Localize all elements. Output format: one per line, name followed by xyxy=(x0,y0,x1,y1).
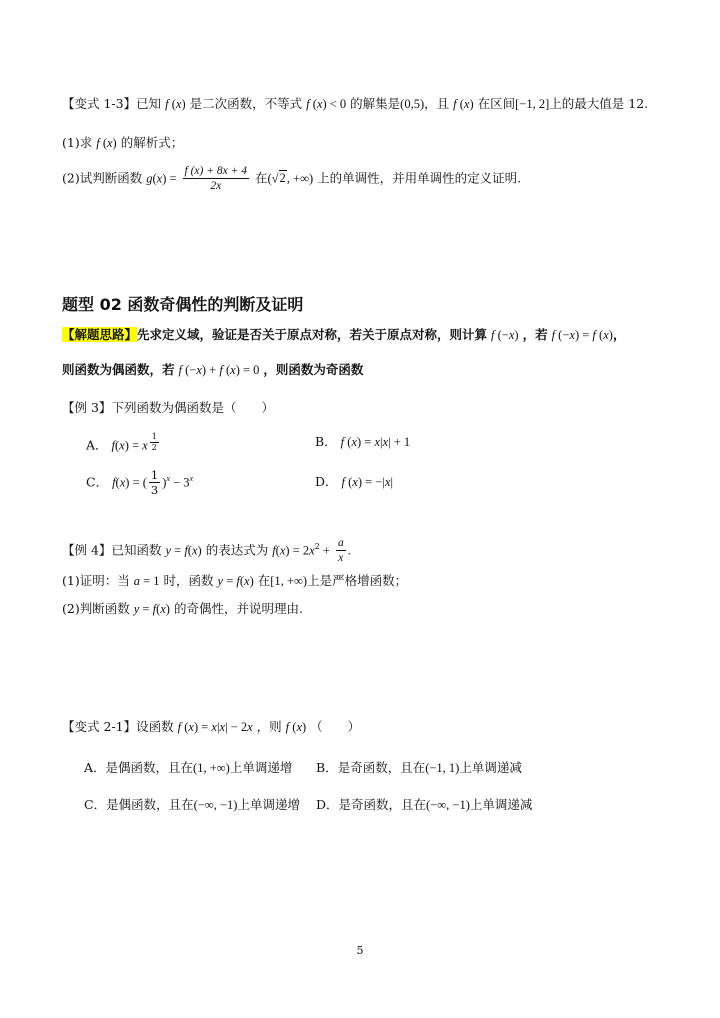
problem-tag: 【变式 1-3】 xyxy=(62,96,137,111)
variant-1-3-q1: (1)求 f (x) 的解析式； xyxy=(62,135,184,150)
variant-2-1-option-a[interactable]: A．是偶函数，且在(1, +∞)上单调递增 xyxy=(84,760,293,775)
example-4-stem: 【例 4】已知函数 y = f(x) 的表达式为 $f(x) = 2x^2$ + $\frac{a}{x}$ . xyxy=(62,537,351,565)
example-4-q2: (2)判断函数 y = f(x) 的奇偶性，并说明理由. xyxy=(62,601,303,616)
section-title: 题型 02 函数奇偶性的判断及证明 xyxy=(62,295,304,314)
example-3-option-b[interactable]: B． f (x) = x|x| + 1 xyxy=(315,434,411,449)
variant-1-3-q2: (2)试判断函数 g(x) = $\frac{f (x) + 8x + 4}{2x}$ 在(√2, +∞) 上的单调性，并用单调性的定义证明. xyxy=(62,165,522,193)
solution-tip-line-2: 则函数为偶函数，若 f (−x) + f (x) = 0 ，则函数为奇函数 xyxy=(62,362,364,377)
example-3-option-c[interactable]: C． f(x) = ( $\frac{1}{3}$ )$^x - 3^x$ xyxy=(86,468,194,498)
variant-2-1-stem: 【变式 2-1】设函数 f (x) = x|x| − 2x ，则 f (x) （ ） xyxy=(62,719,361,734)
variant-1-3-stem: 【变式 1-3】已知 f (x) 是二次函数，不等式 f (x) < 0 的解集是(0,5)，且 f (x) 在区间[−1, 2]上的最大值是 12. xyxy=(62,96,649,111)
variant-2-1-option-c[interactable]: C．是偶函数，且在(−∞, −1)上单调递增 xyxy=(84,797,300,812)
example-3-stem: 【例 3】下列函数为偶函数是（ ） xyxy=(62,400,274,415)
problem-tag: 【变式 2-1】 xyxy=(62,719,137,734)
example-3-option-a[interactable]: A． f(x) = x $^{\frac{1}{2}}$ xyxy=(86,432,157,453)
solution-tip-line-1: 【解题思路】先求定义域，验证是否关于原点对称，若关于原点对称，则计算 f (−x) ，若 f (−x) = f (x)， xyxy=(62,327,626,342)
example-4-q1: (1)证明：当 a = 1 时，函数 y = f(x) 在[1, +∞)上是严格增函数； xyxy=(62,573,408,588)
example-3-option-d[interactable]: D． f (x) = −|x| xyxy=(315,474,393,489)
fraction: $\frac{f (x) + 8x + 4}{2x}$ xyxy=(184,165,247,193)
problem-tag: 【例 3】 xyxy=(62,400,112,415)
page-number: 5 xyxy=(356,944,364,957)
variant-2-1-option-d[interactable]: D．是奇函数，且在(−∞, −1)上单调递减 xyxy=(316,797,533,812)
solution-tip-label: 【解题思路】 xyxy=(62,327,138,342)
problem-tag: 【例 4】 xyxy=(62,542,112,558)
variant-2-1-option-b[interactable]: B．是奇函数，且在(−1, 1)上单调递减 xyxy=(316,760,522,775)
